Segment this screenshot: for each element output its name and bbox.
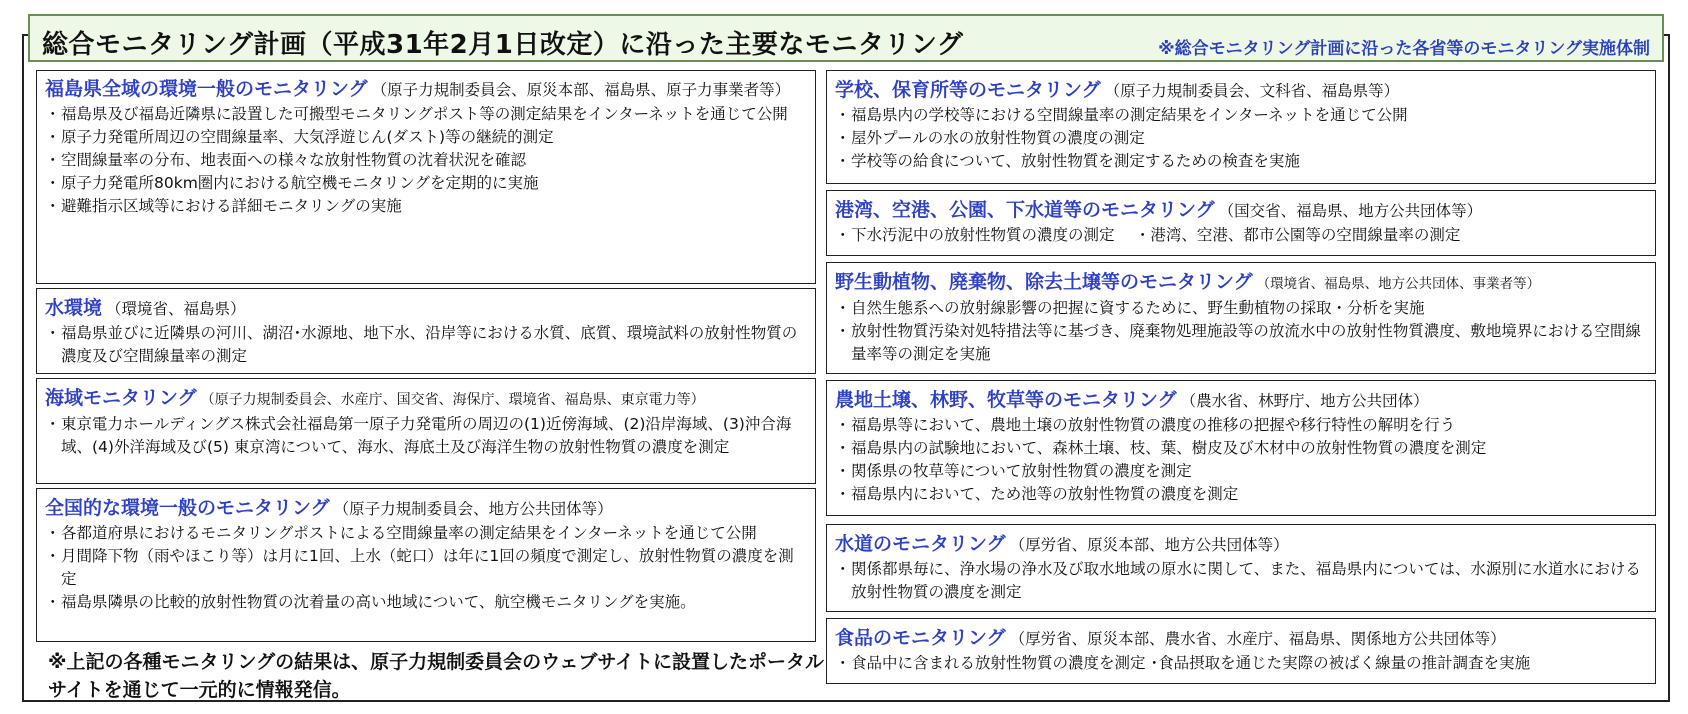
box-sea-area — [36, 378, 816, 484]
list-item: ・ 屋外プールの水の放射性物質の濃度の測定 — [835, 127, 1647, 150]
page-title: 総合モニタリング計画（平成31年2月1日改定）に沿った主要なモニタリング — [42, 30, 964, 60]
box-org: （農水省、林野庁、地方公共団体） — [1180, 392, 1429, 410]
list-item: ・ 関係都県毎に、浄水場の浄水及び取水地域の原水に関して、また、福島県内については、水源別に水道水における放射性物質の濃度を測定 — [835, 558, 1647, 604]
list-item: ・ 東京電力ホールディングス株式会社福島第一原子力発電所の周辺の(1)近傍海域、(2)沿岸海域、(3)沖合海域、(4)外洋海域及び(5) 東京湾について、海水、海底土及び海洋生物の放射性物質の濃度を測定 — [45, 413, 807, 459]
list-item: ・ 食品中に含まれる放射性物質の濃度を測定 ･食品摂取を通じた実際の被ばく線量の推計調査を実施 — [835, 652, 1647, 675]
bullet-list — [45, 322, 807, 368]
list-item: ・ 福島県並びに近隣県の河川、湖沼･水源地、地下水、沿岸等における水質、底質、環境試料の放射性物質の濃度及び空間線量率の測定 — [45, 322, 807, 368]
bullet-list — [835, 104, 1647, 173]
box-org: （厚労省、原災本部、地方公共団体等） — [1009, 536, 1289, 554]
header-note: ※総合モニタリング計画に沿った各省等のモニタリング実施体制 — [1158, 39, 1650, 59]
list-item: ・ 自然生態系への放射線影響の把握に資するために、野生動植物の採取・分析を実施 — [835, 297, 1647, 320]
list-item: ・ 月間降下物（雨やほこり等）は月に1回、上水（蛇口）は年に1回の頻度で測定し、放射性物質の濃度を測定 — [45, 545, 807, 591]
box-title-text: 農地土壌、林野、牧草等のモニタリング — [835, 389, 1177, 411]
bullet-list — [835, 224, 1647, 247]
bullet-list — [835, 652, 1647, 675]
box-org: （国交省、福島県、地方公共団体等） — [1218, 202, 1483, 220]
box-title — [835, 625, 1647, 652]
list-item: ・ 各都道府県におけるモニタリングポストによる空間線量率の測定結果をインターネットを通じて公開 — [45, 522, 807, 545]
bullet-list — [835, 297, 1647, 366]
bullet-list — [45, 413, 807, 459]
box-org: （原子力規制委員会、水産庁、国交省、海保庁、環境省、福島県、東京電力等） — [200, 392, 705, 408]
box-water-supply — [826, 524, 1656, 612]
box-nationwide-environment — [36, 488, 816, 642]
list-item: ・ 空間線量率の分布、地表面への様々な放射性物質の沈着状況を確認 — [45, 149, 807, 172]
box-title — [45, 495, 807, 522]
box-org: （環境省、福島県） — [106, 300, 246, 318]
box-org: （環境省、福島県、地方公共団体、事業者等） — [1256, 276, 1541, 292]
box-ports-parks — [826, 190, 1656, 256]
box-schools — [826, 70, 1656, 184]
box-title — [835, 531, 1647, 558]
box-title-text: 海域モニタリング — [45, 387, 197, 409]
box-title — [45, 385, 807, 413]
box-title — [835, 269, 1647, 297]
bullet-list — [835, 414, 1647, 506]
box-fukushima-environment — [36, 70, 816, 284]
list-item: ・ 学校等の給食について、放射性物質を測定するための検査を実施 — [835, 150, 1647, 173]
box-food — [826, 618, 1656, 684]
box-title — [835, 387, 1647, 414]
box-title-text: 水道のモニタリング — [835, 533, 1006, 555]
box-title — [835, 77, 1647, 104]
bullet-list — [835, 558, 1647, 604]
list-item: ・ 福島県隣県の比較的放射性物質の沈着量の高い地域について、航空機モニタリングを実施。 — [45, 591, 807, 614]
box-title — [45, 295, 807, 322]
list-item: ・ 原子力発電所周辺の空間線量率、大気浮遊じん(ダスト)等の継続的測定 — [45, 126, 807, 149]
list-item: ・ 原子力発電所80km圏内における航空機モニタリングを定期的に実施 — [45, 172, 807, 195]
box-title — [45, 77, 807, 103]
header-banner — [28, 14, 1664, 62]
list-item: ・ 福島県及び福島近隣県に設置した可搬型モニタリングポスト等の測定結果をインターネットを通じて公開 — [45, 103, 807, 126]
box-title-text: 食品のモニタリング — [835, 627, 1006, 649]
box-org: （原子力規制委員会、原災本部、福島県、原子力事業者等） — [371, 81, 791, 99]
box-org: （原子力規制委員会、地方公共団体等） — [333, 500, 613, 518]
box-title-text: 福島県全域の環境一般のモニタリング — [45, 78, 368, 100]
list-item: ・ 福島県等において、農地土壌の放射性物質の濃度の推移の把握や移行特性の解明を行う — [835, 414, 1647, 437]
list-item: ・ 下水汚泥中の放射性物質の濃度の測定 ・港湾、空港、都市公園等の空間線量率の測定 — [835, 224, 1647, 247]
box-title-text: 野生動植物、廃棄物、除去土壌等のモニタリング — [835, 271, 1253, 293]
box-org: （原子力規制委員会、文科省、福島県等） — [1104, 82, 1400, 100]
list-item: ・ 避難指示区域等における詳細モニタリングの実施 — [45, 195, 807, 218]
box-title-text: 全国的な環境一般のモニタリング — [45, 497, 330, 519]
list-item: ・ 関係県の牧草等について放射性物質の濃度を測定 — [835, 460, 1647, 483]
bullet-list — [45, 103, 807, 218]
box-title-text: 水環境 — [45, 297, 103, 319]
footnote: ※上記の各種モニタリングの結果は、原子力規制委員会のウェブサイトに設置したポータルサイトを通じて一元的に情報発信。 — [48, 651, 825, 701]
box-water-environment — [36, 288, 816, 374]
box-farmland-forest — [826, 380, 1656, 516]
box-title-text: 港湾、空港、公園、下水道等のモニタリング — [835, 199, 1215, 221]
list-item: ・ 福島県内において、ため池等の放射性物質の濃度を測定 — [835, 483, 1647, 506]
box-title-text: 学校、保育所等のモニタリング — [835, 79, 1101, 101]
box-org: （厚労省、原災本部、農水省、水産庁、福島県、関係地方公共団体等） — [1009, 630, 1506, 648]
list-item: ・ 放射性物質汚染対処特措法等に基づき、廃棄物処理施設等の放流水中の放射性物質濃度、敷地境界における空間線量率等の測定を実施 — [835, 320, 1647, 366]
list-item: ・ 福島県内の試験地において、森林土壌、枝、葉、樹皮及び木材中の放射性物質の濃度を測定 — [835, 437, 1647, 460]
bullet-list — [45, 522, 807, 614]
box-title — [835, 197, 1647, 224]
box-wildlife-waste — [826, 262, 1656, 374]
list-item: ・ 福島県内の学校等における空間線量率の測定結果をインターネットを通じて公開 — [835, 104, 1647, 127]
